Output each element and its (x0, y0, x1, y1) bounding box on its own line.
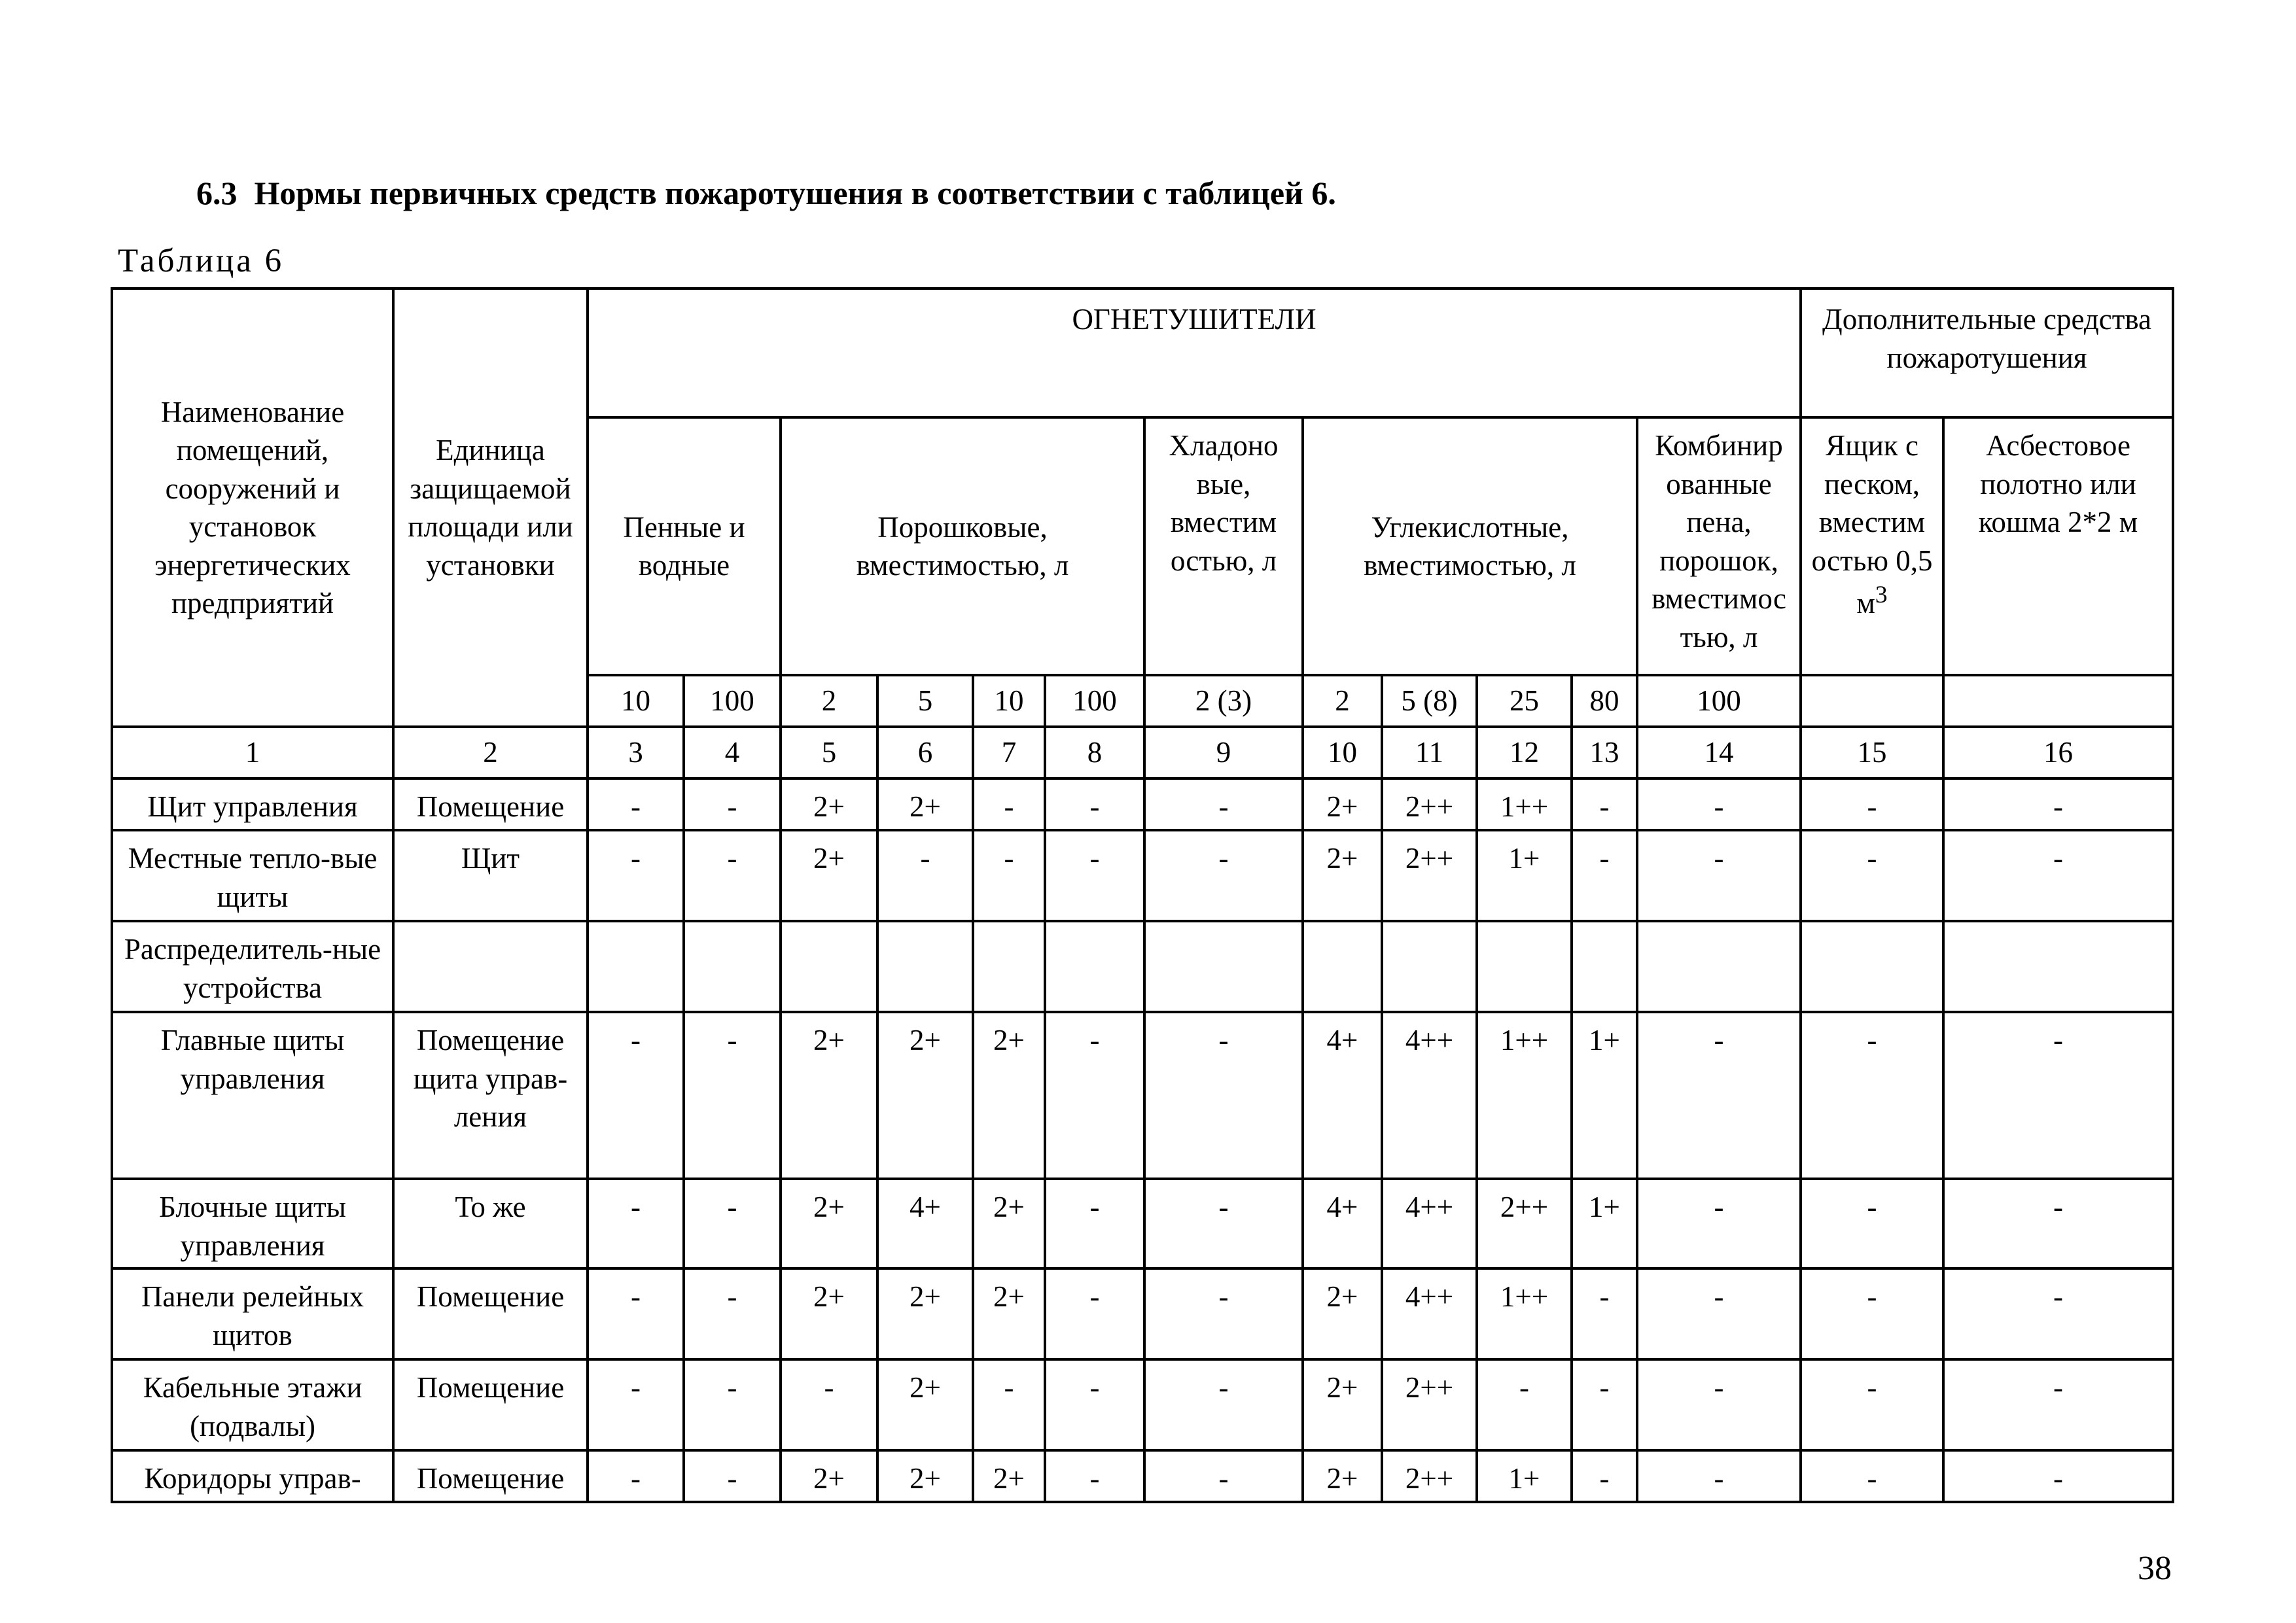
row-value: 4++ (1382, 1179, 1477, 1268)
column-number: 3 (588, 727, 684, 778)
column-number: 14 (1637, 727, 1801, 778)
row-value: - (588, 1359, 684, 1450)
header-sand-box (1801, 417, 1943, 675)
header-sand-box-text: Ящик с песком, вместим остью 0,5 м (1811, 429, 1933, 620)
row-value: 2+ (781, 778, 877, 830)
row-value: 2+ (877, 778, 973, 830)
row-value: - (684, 1359, 781, 1450)
header-sand-box-superscript: 3 (1875, 582, 1888, 608)
header-additional-means: Дополнительные средства пожаротушения (1801, 288, 2173, 417)
capacity-cell (1943, 675, 2173, 727)
row-value: - (588, 1268, 684, 1359)
row-value (684, 921, 781, 1012)
capacity-cell (1801, 675, 1943, 727)
row-value: 2+ (877, 1359, 973, 1450)
column-number: 16 (1943, 727, 2173, 778)
row-value: - (1801, 1012, 1943, 1179)
row-unit: Помещение (393, 1450, 588, 1502)
row-value: - (1144, 1179, 1303, 1268)
row-value: - (1045, 1359, 1144, 1450)
row-value: - (1637, 1179, 1801, 1268)
row-value: - (684, 1268, 781, 1359)
row-value: - (973, 830, 1045, 921)
row-value: - (1943, 1012, 2173, 1179)
header-unit: Единица защищаемой площади или установки (393, 288, 588, 727)
row-value: - (1943, 1450, 2173, 1502)
row-value: 2+ (973, 1450, 1045, 1502)
table-body (112, 778, 2173, 1502)
row-value (781, 921, 877, 1012)
row-value (1943, 921, 2173, 1012)
row-value: - (1045, 1268, 1144, 1359)
row-value: - (1144, 1450, 1303, 1502)
row-value: - (588, 1012, 684, 1179)
capacity-cell: 80 (1572, 675, 1637, 727)
table-row (112, 1012, 2173, 1179)
row-value: - (1637, 830, 1801, 921)
header-room-name: Наименование помещений, сооружений и установок энергетических предприятий (112, 288, 393, 727)
row-name: Коридоры управ- (112, 1450, 393, 1502)
row-value: 2+ (1303, 830, 1382, 921)
table-row (112, 1179, 2173, 1268)
table-row (112, 830, 2173, 921)
row-value: 1++ (1477, 1012, 1572, 1179)
row-value (1303, 921, 1382, 1012)
row-value: - (1144, 1359, 1303, 1450)
row-value (1144, 921, 1303, 1012)
table-row (112, 1359, 2173, 1450)
row-value: - (1144, 1268, 1303, 1359)
row-unit: Помещение (393, 1268, 588, 1359)
page-number: 38 (2138, 1550, 2172, 1587)
row-value: - (1637, 778, 1801, 830)
row-name: Кабельные этажи (подвалы) (112, 1359, 393, 1450)
column-number: 15 (1801, 727, 1943, 778)
row-value: - (588, 1450, 684, 1502)
row-value: 2+ (973, 1268, 1045, 1359)
column-number: 4 (684, 727, 781, 778)
table-row (112, 1450, 2173, 1502)
row-value: - (1144, 1012, 1303, 1179)
row-value: 2++ (1477, 1179, 1572, 1268)
table-row (112, 778, 2173, 830)
row-value: - (1144, 778, 1303, 830)
capacity-cell: 5 (877, 675, 973, 727)
section-heading (196, 177, 1336, 209)
row-value: - (1045, 778, 1144, 830)
fire-equipment-norms-table (111, 287, 2174, 1503)
column-number: 13 (1572, 727, 1637, 778)
column-number: 8 (1045, 727, 1144, 778)
column-number: 2 (393, 727, 588, 778)
row-value: 1+ (1572, 1179, 1637, 1268)
row-value: - (1637, 1359, 1801, 1450)
row-name: Местные тепло-вые щиты (112, 830, 393, 921)
row-name: Распределитель-ные устройства (112, 921, 393, 1012)
row-value (1572, 921, 1637, 1012)
header-foam-water: Пенные и водные (588, 417, 781, 675)
row-value: - (1637, 1450, 1801, 1502)
row-value: 2+ (781, 1179, 877, 1268)
row-value: - (684, 1450, 781, 1502)
row-unit: Помещение (393, 778, 588, 830)
row-value: - (1572, 778, 1637, 830)
capacity-cell: 100 (1637, 675, 1801, 727)
row-value: - (973, 778, 1045, 830)
row-value: 2+ (781, 830, 877, 921)
row-value: 1++ (1477, 778, 1572, 830)
capacity-cell: 10 (973, 675, 1045, 727)
column-number: 1 (112, 727, 393, 778)
row-value: 1+ (1477, 1450, 1572, 1502)
row-value: - (684, 1179, 781, 1268)
row-name: Панели релейных щитов (112, 1268, 393, 1359)
capacity-cell: 10 (588, 675, 684, 727)
row-value: - (1045, 1179, 1144, 1268)
row-value: - (1943, 830, 2173, 921)
row-value: - (1637, 1012, 1801, 1179)
row-value: 4++ (1382, 1012, 1477, 1179)
row-value: 2+ (1303, 1359, 1382, 1450)
row-value: - (1572, 1359, 1637, 1450)
row-value: 2+ (781, 1450, 877, 1502)
row-value: - (1943, 1268, 2173, 1359)
row-value: - (1801, 778, 1943, 830)
row-value: - (1801, 1359, 1943, 1450)
header-extinguishers: ОГНЕТУШИТЕЛИ (588, 288, 1801, 417)
row-value: - (588, 1179, 684, 1268)
row-value: - (588, 830, 684, 921)
row-value: - (1045, 1450, 1144, 1502)
row-unit: То же (393, 1179, 588, 1268)
table-row (112, 1268, 2173, 1359)
row-value: - (1477, 1359, 1572, 1450)
row-unit: Помещение (393, 1359, 588, 1450)
row-value (1477, 921, 1572, 1012)
row-value: 2++ (1382, 778, 1477, 830)
row-value: - (973, 1359, 1045, 1450)
row-value: - (1801, 830, 1943, 921)
row-unit: Щит (393, 830, 588, 921)
header-asbestos: Асбестовое полотно или кошма 2*2 м (1943, 417, 2173, 675)
row-value: - (1943, 1359, 2173, 1450)
row-value: - (1045, 830, 1144, 921)
row-unit (393, 921, 588, 1012)
capacity-cell: 100 (684, 675, 781, 727)
row-value: 4++ (1382, 1268, 1477, 1359)
row-value: 2+ (1303, 1268, 1382, 1359)
row-value: - (1801, 1179, 1943, 1268)
capacity-cell: 2 (1303, 675, 1382, 727)
column-number: 6 (877, 727, 973, 778)
row-value: 4+ (1303, 1012, 1382, 1179)
column-number: 11 (1382, 727, 1477, 778)
row-value: - (684, 1012, 781, 1179)
header-powder: Порошковые, вместимостью, л (781, 417, 1144, 675)
row-value (973, 921, 1045, 1012)
row-value: - (1943, 778, 2173, 830)
row-name: Щит управления (112, 778, 393, 830)
row-unit: Помещение щита управ-ления (393, 1012, 588, 1179)
row-value: 2+ (877, 1268, 973, 1359)
row-value: - (684, 830, 781, 921)
row-value: - (1572, 1450, 1637, 1502)
row-value: - (877, 830, 973, 921)
column-number: 10 (1303, 727, 1382, 778)
header-co2: Углекислотные, вместимостью, л (1303, 417, 1637, 675)
row-value: 2+ (1303, 778, 1382, 830)
table-caption: Таблица 6 (118, 243, 285, 279)
capacity-cell: 25 (1477, 675, 1572, 727)
row-value: - (1144, 830, 1303, 921)
header-halon: Хладоно вые, вместим остью, л (1144, 417, 1303, 675)
row-value (1637, 921, 1801, 1012)
row-value: 2+ (877, 1450, 973, 1502)
row-name: Главные щиты управления (112, 1012, 393, 1179)
section-title: Нормы первичных средств пожаротушения в соответствии с таблицей 6. (254, 175, 1336, 211)
row-value (1801, 921, 1943, 1012)
row-value: 2+ (1303, 1450, 1382, 1502)
column-number: 5 (781, 727, 877, 778)
capacity-cell: 2 (781, 675, 877, 727)
row-value: 1+ (1572, 1012, 1637, 1179)
header-combined: Комбинир ованные пена, порошок, вместимос тью, л (1637, 417, 1801, 675)
row-value: - (781, 1359, 877, 1450)
row-value (588, 921, 684, 1012)
table-row (112, 921, 2173, 1012)
column-number: 7 (973, 727, 1045, 778)
row-value: 1++ (1477, 1268, 1572, 1359)
column-number: 12 (1477, 727, 1572, 778)
row-value: - (1572, 1268, 1637, 1359)
row-value: 2+ (781, 1012, 877, 1179)
row-value (1045, 921, 1144, 1012)
row-value: 4+ (1303, 1179, 1382, 1268)
capacity-cell: 2 (3) (1144, 675, 1303, 727)
row-value: - (1801, 1268, 1943, 1359)
row-value: - (1943, 1179, 2173, 1268)
row-value: - (684, 778, 781, 830)
row-value: 1+ (1477, 830, 1572, 921)
column-number: 9 (1144, 727, 1303, 778)
row-value (1382, 921, 1477, 1012)
capacity-cell: 5 (8) (1382, 675, 1477, 727)
row-name: Блочные щиты управления (112, 1179, 393, 1268)
row-value: - (1801, 1450, 1943, 1502)
row-value: 4+ (877, 1179, 973, 1268)
row-value: 2++ (1382, 1359, 1477, 1450)
row-value: - (1637, 1268, 1801, 1359)
capacity-cell: 100 (1045, 675, 1144, 727)
row-value: 2+ (973, 1179, 1045, 1268)
row-value: - (588, 778, 684, 830)
row-value: 2+ (781, 1268, 877, 1359)
row-value: - (1572, 830, 1637, 921)
row-value: 2++ (1382, 830, 1477, 921)
row-value: - (1045, 1012, 1144, 1179)
row-value: 2+ (973, 1012, 1045, 1179)
section-number: 6.3 (196, 175, 238, 211)
row-value: 2++ (1382, 1450, 1477, 1502)
row-value: 2+ (877, 1012, 973, 1179)
row-value (877, 921, 973, 1012)
